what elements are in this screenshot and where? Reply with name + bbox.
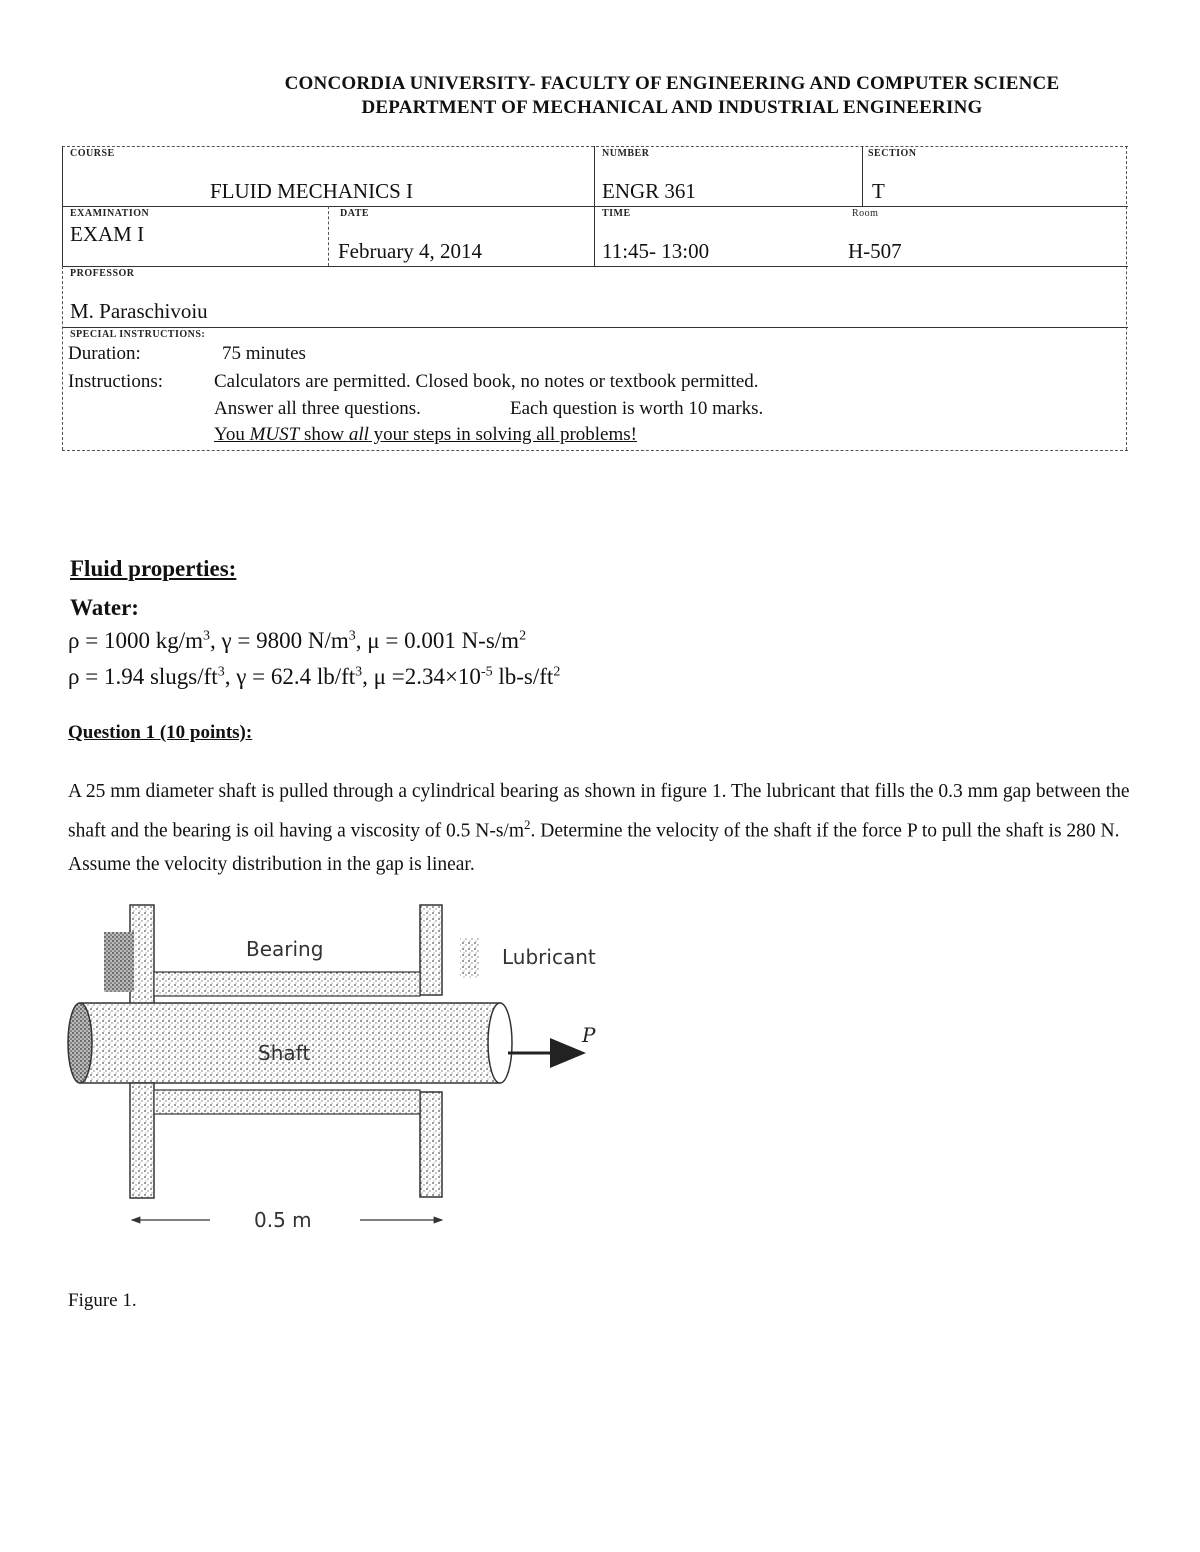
time-label: TIME [602, 208, 631, 219]
question-1-text: A 25 mm diameter shaft is pulled through a cylindrical bearing as shown in figure 1. The lubricant that fills the 0.3 mm gap between the shaft and the bearing is oil having a viscosity of 0.5 $N-s/m^2$. Determine the velocity of the shaft if the force P to pull the shaft is 280 N. Assume the velocity distribution in the gap is linear. [68, 781, 1130, 875]
bearing-body-bottom [130, 1083, 442, 1198]
water-bg-properties: ρ = 1.94 slugs/$ft^3$, γ = 62.4 $lb/ft^3$, $\mu =2.34\times 10^{-5}$ $lb-s/ft^2$ [68, 664, 561, 689]
force-label: P [582, 1023, 596, 1047]
header-department: DEPARTMENT OF MECHANICAL AND INDUSTRIAL ENGINEERING [361, 97, 983, 118]
time-value: 11:45- 13:00 [602, 239, 710, 263]
examination-value: EXAM I [70, 222, 145, 246]
duration-value: 75 minutes [222, 343, 306, 364]
professor-label: PROFESSOR [70, 268, 135, 279]
date-label: DATE [340, 208, 370, 219]
instructions-label: Instructions: [68, 371, 163, 392]
question-1-title: Question 1 (10 points): [68, 722, 253, 743]
header-university: CONCORDIA UNIVERSITY- FACULTY OF ENGINEERING AND COMPUTER SCIENCE [284, 73, 1060, 94]
shaft-label: Shaft [258, 1041, 311, 1065]
instruction-calculators: Calculators are permitted. Closed book, no notes or textbook permitted. [214, 371, 759, 392]
course-value: FLUID MECHANICS I [210, 179, 414, 203]
examination-label: EXAMINATION [70, 208, 150, 219]
water-label: Water: [70, 595, 139, 620]
fluid-properties-heading: Fluid properties: [70, 556, 237, 581]
number-label: NUMBER [602, 148, 650, 159]
figure-1-caption: Figure 1. [68, 1290, 137, 1311]
length-label: 0.5 m [254, 1208, 312, 1230]
date-value: February 4, 2014 [338, 239, 483, 263]
bearing-label: Bearing [246, 937, 324, 961]
instruction-marks: Each question is worth 10 marks. [510, 398, 764, 419]
water-si-properties: ρ = 1000 $kg/m^3$, γ = 9800 $N/m^3$, μ = 0.001 $N-s/m^2$ [68, 628, 527, 653]
course-label: COURSE [70, 148, 115, 159]
room-label: Room [852, 208, 879, 219]
lubricant-swatch [460, 938, 480, 978]
instruction-show-steps: You MUST show all your steps in solving all problems! [214, 424, 637, 445]
instruction-answer-all: Answer all three questions. [214, 398, 421, 419]
section-label: SECTION [868, 148, 917, 159]
section-value: T [872, 179, 885, 203]
figure-1-bearing-diagram [60, 900, 620, 1230]
duration-label: Duration: [68, 343, 141, 364]
special-instructions-label: SPECIAL INSTRUCTIONS: [70, 329, 206, 340]
room-value: H-507 [848, 239, 902, 263]
lubricant-label: Lubricant [502, 945, 596, 969]
professor-value: M. Paraschivoiu [70, 299, 208, 323]
number-value: ENGR 361 [602, 179, 696, 203]
